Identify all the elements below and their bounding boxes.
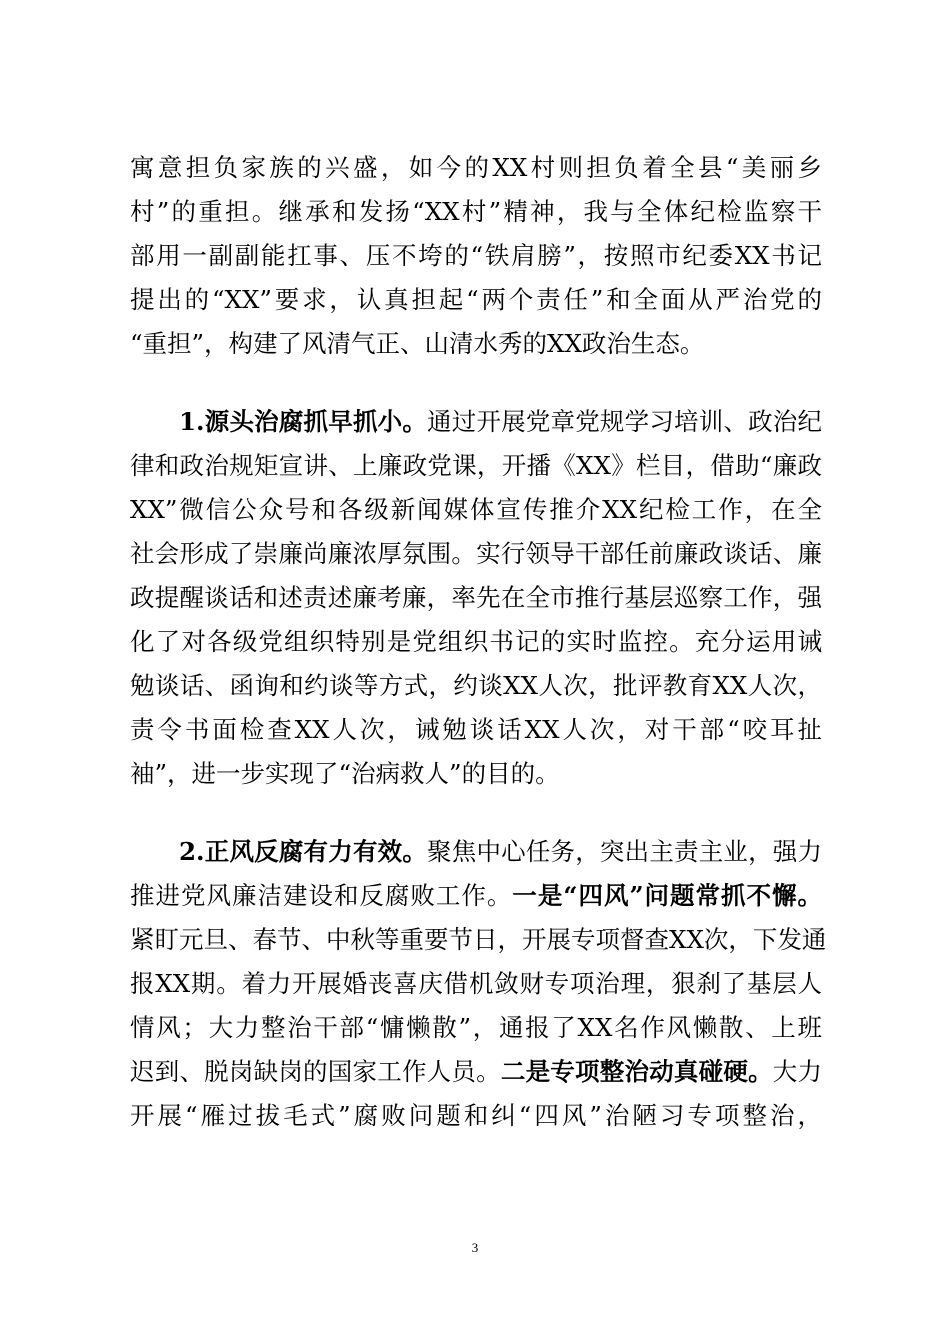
text-line [130, 620, 822, 664]
body-text-span: 勉谈话、函询和约谈等方式，约谈XX人次，批评教育XX人次， [130, 671, 822, 700]
body-text-span: 通过开展党章党规学习培训、政治纪 [427, 407, 822, 436]
body-text-span: 提出的“XX”要求，认真担起“两个责任”和全面从严治党的 [130, 285, 822, 314]
body-text-span: 迟到、脱岗缺岗的国家工作人员。 [130, 1057, 501, 1086]
body-text-span: 化了对各级党组织特别是党组织书记的实时监控。充分运用诫 [130, 627, 822, 656]
body-text-span: 律和政治规矩宣讲、上廉政党课，开播《XX》栏目，借助“廉政 [130, 451, 822, 480]
body-text-span: 社会形成了崇廉尚廉浓厚氛围。实行领导干部任前廉政谈话、廉 [130, 539, 822, 568]
text-line [130, 752, 822, 796]
text-line [130, 1094, 822, 1138]
text-line [130, 1050, 822, 1094]
bold-heading-text: 一是“四风”问题常抓不懈。 [512, 881, 823, 910]
text-line [130, 962, 822, 1006]
body-text-span: 报XX期。着力开展婚丧喜庆借机敛财专项治理，狠刹了基层人 [130, 969, 822, 998]
body-text-span: 情风；大力整治干部“慵懒散”，通报了XX名作风懒散、上班 [130, 1013, 822, 1042]
body-text-span: 大力 [772, 1057, 823, 1086]
text-line [130, 708, 822, 752]
text-line [130, 322, 822, 366]
body-text-span: 责令书面检查XX人次，诫勉谈话XX人次，对干部“咬耳扯 [130, 715, 822, 744]
text-line [130, 278, 822, 322]
body-text-span: “重担”，构建了风清气正、山清水秀的XX政治生态。 [130, 329, 705, 358]
body-text-span: 政提醒谈话和述责述廉考廉，率先在全市推行基层巡察工作，强 [130, 583, 822, 612]
text-line [130, 488, 822, 532]
bold-heading-text: 1.源头治腐抓早抓小。 [179, 407, 428, 436]
text-line [130, 1006, 822, 1050]
bold-heading-text: 二是专项整治动真碰硬。 [500, 1057, 773, 1086]
body-text-span: 推进党风廉洁建设和反腐败工作。 [130, 881, 513, 910]
text-line [130, 918, 827, 962]
body-text-span: XX”微信公众号和各级新闻媒体宣传推介XX纪检工作，在全 [130, 495, 822, 524]
bold-heading-text: 2.正风反腐有力有效。 [179, 837, 428, 866]
body-text-span: 开展“雁过拔毛式”腐败问题和纠“四风”治陋习专项整治， [130, 1101, 822, 1130]
text-line [130, 234, 822, 278]
body-text-span: 寓意担负家族的兴盛，如今的XX村则担负着全县“美丽乡 [130, 153, 822, 182]
body-text-span: 袖”，进一步实现了“治病救人”的目的。 [130, 759, 560, 788]
text-line [179, 830, 822, 874]
body-text-span: 村”的重担。继承和发扬“XX村”精神，我与全体纪检监察干 [130, 197, 822, 226]
page-number: 3 [471, 1240, 479, 1255]
text-line [179, 400, 822, 444]
body-text-span: 紧盯元旦、春节、中秋等重要节日，开展专项督查XX次，下发通 [130, 925, 827, 954]
text-line [130, 576, 822, 620]
text-line [130, 874, 822, 918]
text-line [130, 444, 822, 488]
text-line [130, 532, 822, 576]
text-line [130, 664, 822, 708]
body-text-span: 部用一副副能扛事、压不垮的“铁肩膀”，按照市纪委XX书记 [130, 241, 822, 270]
body-text-span: 聚焦中心任务，突出主责主业，强力 [427, 837, 822, 866]
text-line [130, 146, 822, 190]
text-line [130, 190, 822, 234]
